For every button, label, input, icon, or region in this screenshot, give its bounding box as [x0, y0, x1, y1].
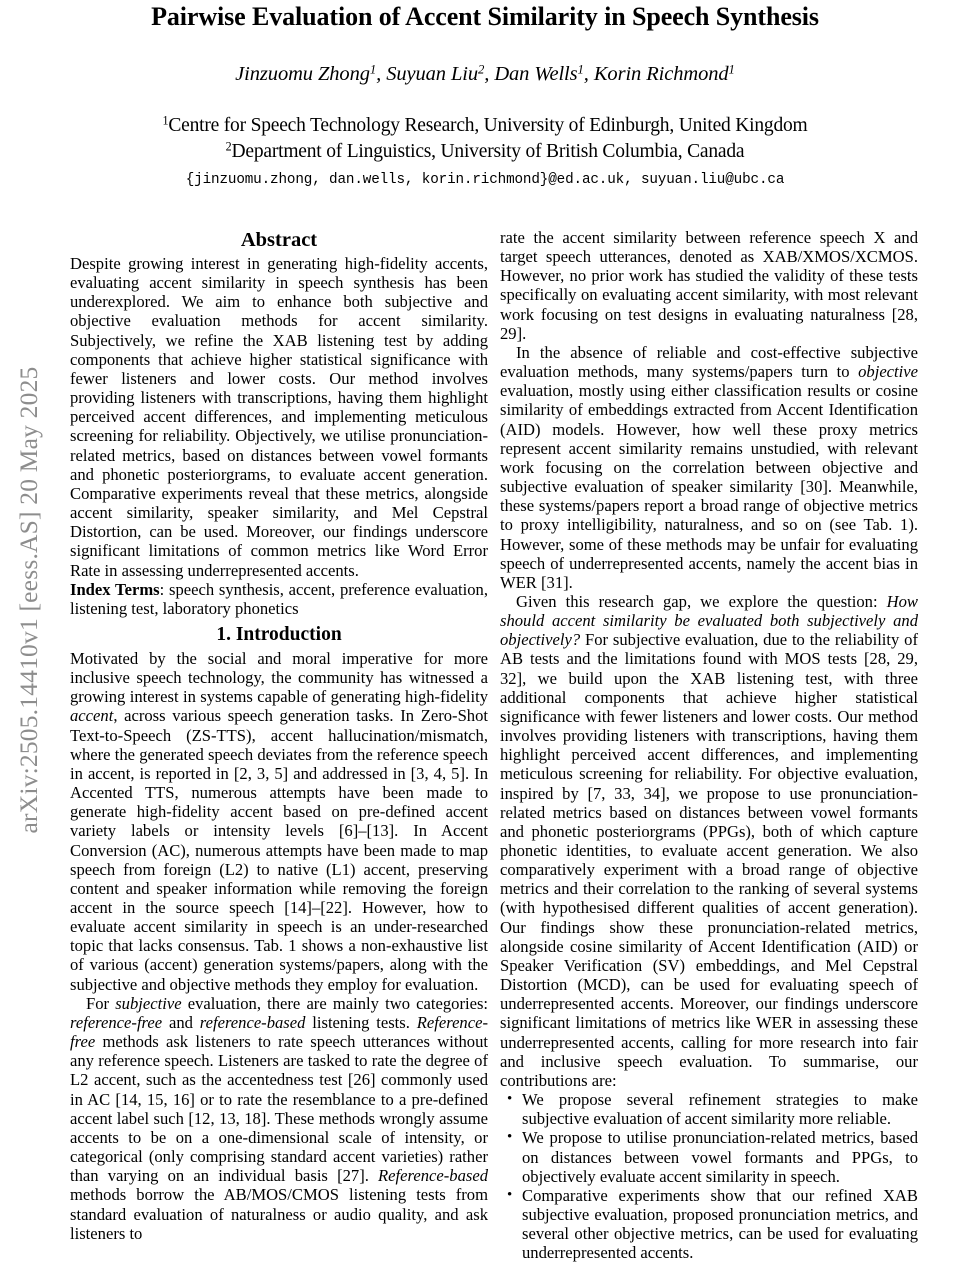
- introduction-heading: 1. Introduction: [216, 623, 342, 645]
- right-column: [500, 228, 918, 1262]
- paper-header: [60, 0, 910, 189]
- right-paragraph-1: rate the accent similarity between reference speech X and target speech utterances, denoted as XAB/XMOS/XCMOS. However, no prior work has studied the validity of these tests specifically on evaluating accent similarity, with most relevant work focusing on test designs in evaluating naturalness [28, 29].: [500, 228, 918, 343]
- contributions-list: [500, 1090, 918, 1262]
- contribution-item: [507, 1090, 918, 1129]
- page-title: Pairwise Evaluation of Accent Similarity in Speech Synthesis: [151, 2, 819, 31]
- contribution-text: Comparative experiments show that our refined XAB subjective evaluation, proposed pronunciation metrics, and several other objective metrics, can be used for evaluating underrepresented accents.: [522, 1185, 918, 1262]
- intro-paragraph-1: Motivated by the social and moral imperative for more inclusive speech technology, the community has witnessed a growing interest in systems capable of generating high-fidelity accent, across various speech generation tasks. In Zero-Shot Text-to-Speech (ZS-TTS), accent hallucination/mismatch, where the generated speech deviates from the reference speech in accent, is reported in [2, 3, 5] and addressed in [3, 4, 5]. In Accented TTS, numerous attempts have been made to generate high-fidelity accent based on pre-defined accent variety labels or intensity levels [6]–[13]. In Accent Conversion (AC), numerous attempts have been made to map speech from foreign (L2) to native (L1) accent, preserving content and speaker information while removing the foreign accent in the source speech [14]–[22]. However, how to evaluate accent similarity in speech is an under-researched topic that lacks consensus. Tab. 1 shows a non-exhaustive list of various (accent) generation systems/papers, along with the subjective and objective methods they employ for evaluation.: [70, 648, 488, 994]
- affiliation-2: $^2$Department of Linguistics, University of British Columbia, Canada: [225, 139, 745, 162]
- left-column: [70, 228, 488, 1243]
- contribution-text: We propose several refinement strategies to make subjective evaluation of accent similarity more reliable.: [522, 1090, 918, 1129]
- contribution-item: [507, 1185, 918, 1262]
- contact-emails: {jinzuomu.zhong, dan.wells, korin.richmond}@ed.ac.uk, suyuan.liu@ubc.ca: [185, 172, 785, 188]
- contribution-text: We propose to utilise pronunciation-related metrics, based on distances between vowel formants and PPGs, to objectively evaluate accent similarity in speech.: [522, 1128, 918, 1186]
- bullet-icon: •: [507, 1091, 513, 1108]
- right-paragraph-3: Given this research gap, we explore the question: How should accent similarity be evaluated both subjectively and objectively? For subjective evaluation, due to the reliability of AB tests and the limitations found with MOS tests [28, 29, 32], we build upon the XAB listening test, with three additional components that achieve higher statistical significance with fewer listeners and lower costs. Our method involves providing listeners with transcriptions, having them highlight perceived accent differences, and implementing meticulous screening for reliability. For objective evaluation, inspired by [7, 33, 34], we propose to use pronunciation-related metrics based on distances between vowel formants and phonetic posteriorgrams (PPGs), both of which capture phonetic identities, to evaluate accent generation. We also comparatively experiment with a broad range of objective metrics and their correlation to the ranking of several systems (with hypothesised different qualities of accent generation). Our findings show these pronunciation-related metrics, alongside cosine similarity of Accent Identification (AID) or Speaker Verification (SV) embeddings, and Mel Cepstral Distortion (MCD), can be used for evaluating speech of underrepresented accents. Moreover, our findings underscore significant limitations of metrics like WER in assessing these underrepresented accents, calling for more research into fair and inclusive speech evaluation. To summarise, our contributions are:: [500, 591, 918, 1090]
- contribution-item: [507, 1128, 918, 1186]
- abstract-heading: Abstract: [240, 229, 318, 251]
- affiliation-1: $^1$Centre for Speech Technology Research, University of Edinburgh, United Kingdom: [162, 113, 808, 136]
- bullet-icon: •: [507, 1186, 513, 1203]
- intro-paragraph-2: For subjective evaluation, there are mainly two categories: reference-free and reference-based listening tests. Reference-free methods ask listeners to rate speech utterances without any reference speech. Listeners are tasked to rate the degree of L2 accent, such as the accentedness test [26] commonly used in AC [14, 15, 16] or to rate the resemblance to a pre-defined accent label such [12, 13, 18]. These methods wrongly assume accents to be on a one-dimensional scale of intensity, or categorical (only comprising standard accent varieties) rather than varying on an individual basis [27]. Reference-based methods borrow the AB/MOS/CMOS listening tests from standard evaluation of naturalness or audio quality, and ask listeners to: [70, 993, 489, 1243]
- index-terms: Index Terms: speech synthesis, accent, preference evaluation, listening test, laboratory phonetics: [70, 579, 488, 618]
- arxiv-stamp-text: arXiv:2505.14410v1 [eess.AS] 20 May 2025: [14, 366, 43, 834]
- bullet-icon: •: [507, 1129, 513, 1146]
- abstract-body: Despite growing interest in generating high-fidelity accents, evaluating accent similarity in speech synthesis has been underexplored. We aim to enhance both subjective and objective evaluation methods for accent similarity. Subjectively, we refine the XAB listening test by adding components that achieve higher statistical significance with fewer listeners and lower costs. Our method involves providing listeners with transcriptions, having them highlight perceived accent differences, and implementing meticulous screening for reliability. Objectively, we utilise pronunciation-related metrics, based on distances between vowel formants and phonetic posteriorgrams, to evaluate accent generation. Comparative experiments reveal that these metrics, alongside accent similarity, speaker similarity, and Mel Cepstral Distortion, can be used. Moreover, our findings underscore significant limitations of common metrics like Word Error Rate in assessing underrepresented accents.: [70, 254, 488, 580]
- right-paragraph-2: In the absence of reliable and cost-effective subjective evaluation methods, many systems/papers turn to objective evaluation, mostly using either classification results or cosine similarity of embeddings extracted from Accent Identification (AID) models. However, how well these proxy metrics represent accent similarity remains unstudied, with relevant work focusing on the correlation between objective and subjective evaluation of speaker similarity [30]. Meanwhile, these systems/papers report a broad range of objective metrics to proxy intelligibility, naturalness, and so on (see Tab. 1). However, some of these methods may be unfair for evaluating speech of underrepresented accents, namely the accent bias in WER [31].: [500, 342, 918, 592]
- author-list: Jinzuomu Zhong$^1$, Suyuan Liu$^2$, Dan Wells$^1$, Korin Richmond$^1$: [235, 62, 735, 85]
